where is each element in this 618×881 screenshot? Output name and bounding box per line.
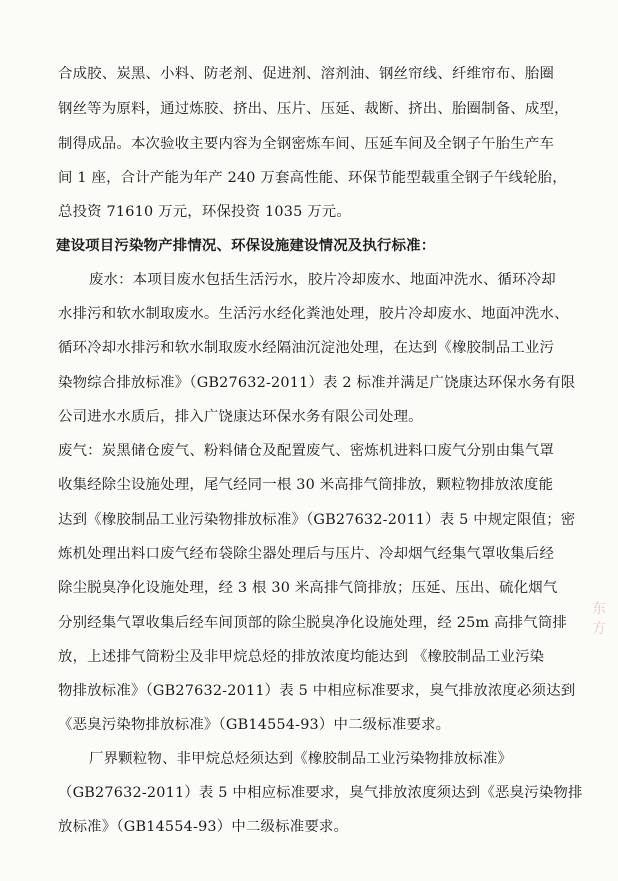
text-line-8: 水排污和软水制取废水。生活污水经化粪池处理，胶片冷却废水、地面冲洗水、 [58, 306, 569, 322]
section-heading: 建设项目污染物产排情况、环保设施建设情况及执行标准： [56, 237, 436, 254]
text-line-1: 合成胶、炭黑、小料、防老剂、促进剂、溶剂油、钢丝帘线、纤维帘布、胎圈 [58, 66, 555, 82]
text-line-5: 总投资 71610 万元，环保投资 1035 万元。 [58, 204, 351, 220]
text-line-15: 炼机处理出料口废气经布袋除尘器处理后与压片、冷却烟气经集气罩收集后经 [58, 546, 555, 562]
text-line-7: 废水：本项目废水包括生活污水，胶片冷却废水、地面冲洗水、循环冷却 [89, 272, 556, 288]
text-line-9: 循环冷却水排污和软水制取废水经隔油沉淀池处理，在达到《橡胶制品工业污 [58, 340, 555, 356]
text-line-16: 除尘脱臭净化设施处理，经 3 根 30 米高排气筒排放；压延、压出、硫化烟气 [58, 580, 558, 596]
partial-stamp: 东方 [592, 601, 606, 637]
text-line-18: 放，上述排气筒粉尘及非甲烷总烃的排放浓度均能达到 《橡胶制品工业污染 [58, 649, 545, 665]
text-line-4: 间 1 座，合计产能为年产 240 万套高性能、环保节能型载重全钢子午线轮胎， [58, 170, 567, 186]
text-line-12: 废气：炭黑储仓废气、粉料储仓及配置废气、密炼机进料口废气分别由集气罩 [58, 443, 555, 459]
text-line-17: 分别经集气罩收集后经车间顶部的除尘脱臭净化设施处理，经 25m 高排气筒排 [58, 615, 568, 631]
text-line-13: 收集经除尘设施处理，尾气经同一根 30 米高排气筒排放，颗粒物排放浓度能 [58, 477, 554, 493]
text-line-23: 放标准》（GB14554-93）中二级标准要求。 [58, 819, 349, 835]
text-line-14: 达到《橡胶制品工业污染物排放标准》（GB27632-2011）表 5 中规定限值；密 [58, 512, 576, 528]
text-line-19: 物排放标准》（GB27632-2011）表 5 中相应标准要求，臭气排放浓度必须达到 [58, 683, 576, 699]
text-line-21: 厂界颗粒物、非甲烷总烃须达到《橡胶制品工业污染物排放标准》 [89, 751, 513, 767]
text-line-22: （GB27632-2011）表 5 中相应标准要求，臭气排放浓度须达到《恶臭污染物排 [58, 785, 583, 801]
text-line-20: 《恶臭污染物排放标准》（GB14554-93）中二级标准要求。 [58, 717, 451, 733]
text-line-10: 染物综合排放标准》（GB27632-2011）表 2 标准并满足广饶康达环保水务有限 [58, 375, 576, 391]
text-line-3: 制得成品。本次验收主要内容为全钢密炼车间、压延车间及全钢子午胎生产车 [58, 136, 555, 152]
text-line-11: 公司进水水质后，排入广饶康达环保水务有限公司处理。 [58, 409, 423, 425]
text-line-2: 钢丝等为原料，通过炼胶、挤出、压片、压延、裁断、挤出、胎圈制备、成型， [58, 101, 569, 117]
